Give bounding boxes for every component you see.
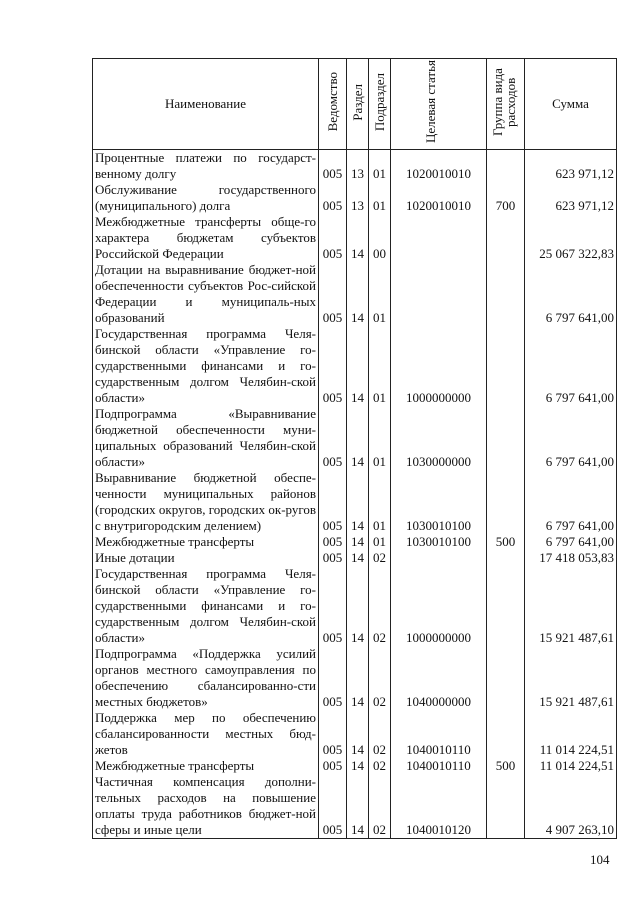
row-dept: 005 <box>319 710 347 758</box>
row-subsection: 01 <box>369 406 391 470</box>
row-dept: 005 <box>319 262 347 326</box>
row-subsection: 01 <box>369 534 391 550</box>
row-section: 14 <box>347 406 369 470</box>
row-subsection: 02 <box>369 646 391 710</box>
row-group <box>487 566 525 646</box>
header-sum: Сумма <box>525 59 617 150</box>
table-row <box>93 470 617 534</box>
header-subsection: Подраздел <box>369 59 391 150</box>
header-target: Целевая статья <box>391 59 487 150</box>
row-group <box>487 774 525 839</box>
header-dept: Ведомство <box>319 59 347 150</box>
row-section: 14 <box>347 710 369 758</box>
table-header-row <box>93 59 617 150</box>
row-target: 1040010110 <box>391 758 487 774</box>
row-section: 14 <box>347 326 369 406</box>
table-row <box>93 758 617 774</box>
row-sum: 25 067 322,83 <box>525 214 617 262</box>
header-expense-group: Группа вида расходов <box>487 59 525 150</box>
row-target: 1040010110 <box>391 710 487 758</box>
row-section: 14 <box>347 758 369 774</box>
row-subsection: 01 <box>369 182 391 214</box>
table-row <box>93 710 617 758</box>
budget-table <box>92 58 617 839</box>
row-name: Частичная компенсация дополни-тельных расходов на повышение оплаты труда работников бюджет-ной сферы и иные цели <box>93 774 319 839</box>
page-number: 104 <box>590 852 610 867</box>
row-subsection: 02 <box>369 758 391 774</box>
row-section: 14 <box>347 534 369 550</box>
row-subsection: 01 <box>369 326 391 406</box>
row-sum: 11 014 224,51 <box>525 710 617 758</box>
row-sum: 4 907 263,10 <box>525 774 617 839</box>
row-name: Дотации на выравнивание бюджет-ной обеспеченности субъектов Рос-сийской Федерации и муниципаль-ных образований <box>93 262 319 326</box>
row-dept: 005 <box>319 214 347 262</box>
row-name: Межбюджетные трансферты <box>93 534 319 550</box>
row-group <box>487 326 525 406</box>
row-dept: 005 <box>319 470 347 534</box>
row-section: 14 <box>347 566 369 646</box>
row-dept: 005 <box>319 774 347 839</box>
row-dept: 005 <box>319 406 347 470</box>
row-section: 14 <box>347 550 369 566</box>
row-name: Иные дотации <box>93 550 319 566</box>
row-group: 700 <box>487 182 525 214</box>
row-sum: 6 797 641,00 <box>525 262 617 326</box>
row-section: 14 <box>347 214 369 262</box>
table-row <box>93 406 617 470</box>
header-name: Наименование <box>93 59 319 150</box>
row-subsection: 02 <box>369 566 391 646</box>
row-subsection: 01 <box>369 470 391 534</box>
header-section: Раздел <box>347 59 369 150</box>
table-row <box>93 182 617 214</box>
row-dept: 005 <box>319 534 347 550</box>
row-name: Подпрограмма «Выравнивание бюджетной обеспеченности муни-ципальных образований Челябин-ской области» <box>93 406 319 470</box>
row-dept: 005 <box>319 150 347 183</box>
row-subsection: 02 <box>369 774 391 839</box>
row-name: Государственная программа Челя-бинской области «Управление го-сударственными финансами и го-сударственным долгом Челябин-ской области» <box>93 326 319 406</box>
row-name: Процентные платежи по государст-венному долгу <box>93 150 319 183</box>
row-dept: 005 <box>319 646 347 710</box>
row-sum: 11 014 224,51 <box>525 758 617 774</box>
row-section: 14 <box>347 646 369 710</box>
table-row <box>93 646 617 710</box>
row-subsection: 01 <box>369 262 391 326</box>
row-name: Выравнивание бюджетной обеспе-ченности муниципальных районов (городских округов, городских ок-ругов с внутригородским делением) <box>93 470 319 534</box>
row-group <box>487 406 525 470</box>
table-row <box>93 262 617 326</box>
row-section: 14 <box>347 470 369 534</box>
row-group: 500 <box>487 534 525 550</box>
row-sum: 623 971,12 <box>525 150 617 183</box>
row-subsection: 02 <box>369 550 391 566</box>
row-sum: 15 921 487,61 <box>525 566 617 646</box>
row-group <box>487 262 525 326</box>
row-target <box>391 550 487 566</box>
row-name: Обслуживание государственного (муниципального) долга <box>93 182 319 214</box>
table-row <box>93 550 617 566</box>
row-name: Государственная программа Челя-бинской области «Управление го-сударственными финансами и го-сударственным долгом Челябин-ской области» <box>93 566 319 646</box>
row-target <box>391 262 487 326</box>
table-row <box>93 326 617 406</box>
row-dept: 005 <box>319 326 347 406</box>
table-row <box>93 150 617 183</box>
row-target: 1020010010 <box>391 150 487 183</box>
row-target: 1020010010 <box>391 182 487 214</box>
row-name: Подпрограмма «Поддержка усилий органов местного самоуправления по обеспечению сбалансированно-сти местных бюджетов» <box>93 646 319 710</box>
row-target: 1040010120 <box>391 774 487 839</box>
row-group <box>487 646 525 710</box>
row-subsection: 01 <box>369 150 391 183</box>
row-target: 1030010100 <box>391 534 487 550</box>
row-subsection: 00 <box>369 214 391 262</box>
row-target: 1000000000 <box>391 566 487 646</box>
table-row <box>93 534 617 550</box>
table-row <box>93 774 617 839</box>
row-target: 1040000000 <box>391 646 487 710</box>
row-sum: 17 418 053,83 <box>525 550 617 566</box>
row-target: 1030000000 <box>391 406 487 470</box>
row-name: Поддержка мер по обеспечению сбалансированности местных бюд-жетов <box>93 710 319 758</box>
row-sum: 6 797 641,00 <box>525 406 617 470</box>
row-section: 13 <box>347 182 369 214</box>
row-subsection: 02 <box>369 710 391 758</box>
row-sum: 15 921 487,61 <box>525 646 617 710</box>
row-target <box>391 214 487 262</box>
row-sum: 6 797 641,00 <box>525 326 617 406</box>
row-group <box>487 214 525 262</box>
row-dept: 005 <box>319 550 347 566</box>
row-group <box>487 470 525 534</box>
row-sum: 6 797 641,00 <box>525 534 617 550</box>
table-row <box>93 566 617 646</box>
row-dept: 005 <box>319 758 347 774</box>
row-sum: 623 971,12 <box>525 182 617 214</box>
row-group <box>487 710 525 758</box>
row-sum: 6 797 641,00 <box>525 470 617 534</box>
row-target: 1030010100 <box>391 470 487 534</box>
row-target: 1000000000 <box>391 326 487 406</box>
row-dept: 005 <box>319 566 347 646</box>
table-row <box>93 214 617 262</box>
row-section: 14 <box>347 262 369 326</box>
row-section: 14 <box>347 774 369 839</box>
row-group: 500 <box>487 758 525 774</box>
row-section: 13 <box>347 150 369 183</box>
row-dept: 005 <box>319 182 347 214</box>
row-group <box>487 550 525 566</box>
row-name: Межбюджетные трансферты <box>93 758 319 774</box>
row-name: Межбюджетные трансферты обще-го характера бюджетам субъектов Российской Федерации <box>93 214 319 262</box>
row-group <box>487 150 525 183</box>
